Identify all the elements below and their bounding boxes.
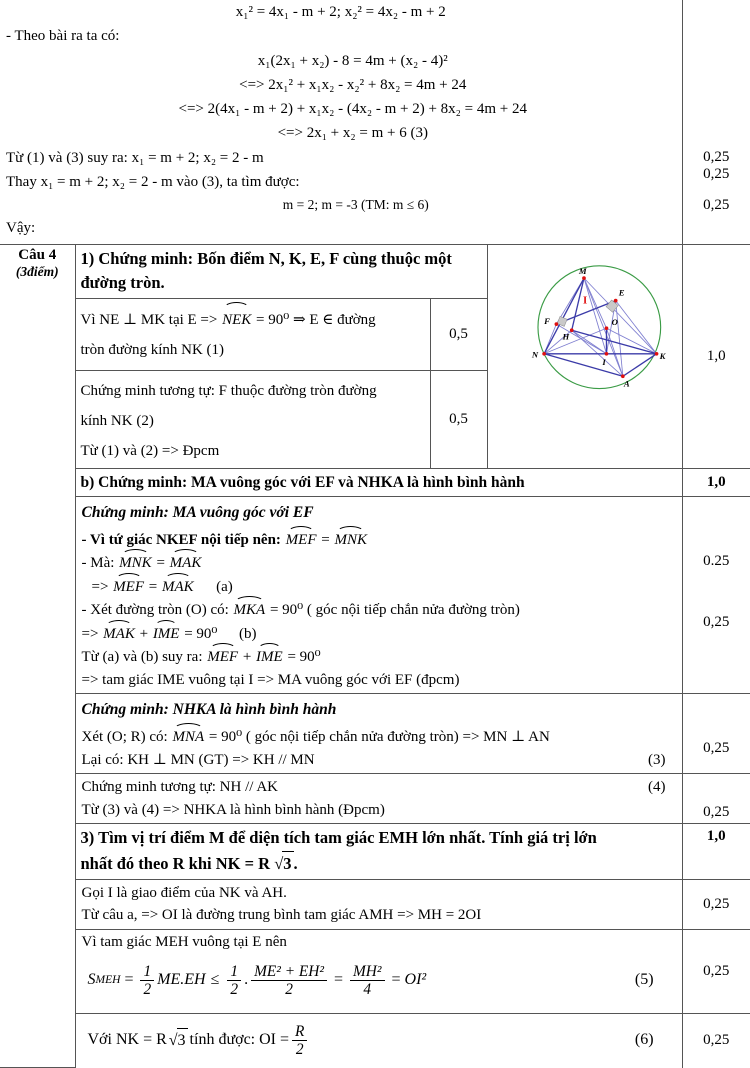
svg-text:O: O — [611, 316, 618, 327]
line2-eq: = — [156, 555, 165, 572]
angle-MEF: MEF — [207, 645, 238, 669]
part3-r2-body — [75, 929, 682, 1013]
partb-nhka-body1 — [75, 723, 682, 774]
table-row-part3-r1 — [0, 879, 750, 929]
line4-post: = 90⁰ ( góc nội tiếp chắn nửa đường tròn) — [269, 602, 520, 619]
line3-eq: = — [148, 578, 158, 595]
angle-NEK: NEK — [222, 304, 251, 335]
r3-pre: Với NK = R — [87, 1031, 167, 1049]
formula-eq2: = — [333, 971, 344, 989]
score-value: 0,25 — [703, 165, 730, 182]
line1-pre: - Vì tứ giác NKEF nội tiếp nên: — [81, 531, 281, 548]
line1-eq: = — [321, 531, 330, 548]
proof1-post: = 90⁰ ⇒ E ∈ đường — [256, 312, 376, 329]
proof2-line1: Chứng minh tương tự: F thuộc đường tròn đường — [80, 383, 377, 400]
partb-line-1 — [82, 528, 676, 552]
sqrt-icon: √3 — [274, 854, 293, 873]
formula-S: S — [87, 971, 96, 989]
formula-S-sub: MEH — [95, 973, 121, 986]
right-angle-marks — [557, 300, 618, 326]
formula-ME-EH: ME.EH — [157, 971, 206, 989]
table-row-part3-r2 — [0, 929, 750, 1013]
score-value: 0,25 — [703, 614, 730, 631]
top-algebra-cell — [0, 0, 682, 244]
part1-proof1-score: 0,5 — [430, 299, 487, 371]
partb-line-5 — [82, 622, 676, 646]
m3-text: Chứng minh tương tự: NH // AK — [81, 779, 279, 796]
algebra-line-2: - Theo bài ra ta có: — [6, 28, 120, 45]
angle-MEF: MEF — [286, 528, 317, 552]
m3-tag: (4) — [648, 779, 666, 796]
partb-sub2-title: Chứng minh: NHKA là hình bình hành — [81, 701, 337, 719]
partb-line-6 — [82, 645, 676, 669]
line5-plus: + — [139, 625, 149, 642]
formula-6-tag: (6) — [634, 1031, 654, 1049]
part1-proof2-score: 0,5 — [430, 371, 487, 469]
table-row-partb-nhka-title — [0, 694, 750, 724]
nhka-line-3 — [82, 776, 676, 799]
angle-IME: IME — [256, 645, 283, 669]
geometry-figure-cell — [487, 244, 682, 469]
algebra-line-3: x₁(2x₁ + x₂) - 8 = 4m + (x₂ - 4)² — [257, 52, 448, 69]
line6-plus: + — [242, 649, 252, 666]
algebra-line-7: Từ (1) và (3) suy ra: x₁ = m + 2; x₂ = 2 - m — [6, 149, 264, 166]
formula-OI2: OI² — [404, 971, 427, 989]
cau4-label-cell — [0, 244, 75, 1068]
part3-heading — [75, 824, 682, 880]
line5-post: = 90⁰ — [184, 625, 218, 642]
part3-formula-5 — [82, 953, 676, 1009]
angle-MAK: MAK — [162, 575, 194, 599]
score-value: 0,25 — [703, 196, 730, 213]
fraction-R-2: $\frac{R}{2}$ — [292, 1023, 307, 1058]
table-row-part3-r3 — [0, 1013, 750, 1068]
part3-heading-end: . — [293, 854, 298, 874]
part3-heading-b: nhất đó theo R khi NK = R — [80, 854, 271, 874]
partb-line-7: => tam giác IME vuông tại I => MA vuông góc với EF (đpcm) — [81, 671, 460, 688]
m1-pre: Xét (O; R) có: — [81, 729, 168, 746]
part1-proof2-text — [75, 371, 430, 469]
score-value: 0.25 — [703, 553, 730, 570]
part3-heading-line2 — [81, 851, 677, 877]
table-row-partb-nhka-body1 — [0, 723, 750, 774]
partb-line-4 — [82, 598, 676, 622]
part3-r2-line1: Vì tam giác MEH vuông tại E nên — [81, 933, 287, 950]
fraction-mh2-4: $\frac{\text{MH²}}{4}$ — [350, 963, 385, 998]
algebra-line-5: <=> 2(4x₁ - m + 2) + x₁x₂ - (4x₂ - m + 2) + 8x₂ = 4m + 24 — [178, 101, 528, 118]
m2-tag: (3) — [648, 751, 666, 768]
partb-nhka-score2: 0,25 — [682, 774, 750, 824]
table-row-top-algebra — [0, 0, 750, 244]
angle-MNK: MNK — [119, 551, 152, 575]
part1-heading: 1) Chứng minh: Bốn điểm N, K, E, F cùng thuộc một đường tròn. — [75, 244, 487, 299]
line6-post: = 90⁰ — [287, 649, 321, 666]
angle-MKA: MKA — [234, 598, 266, 622]
fraction-me2-eh2: $\frac{\text{ME² + EH²}}{2}$ — [251, 963, 327, 998]
svg-text:N: N — [531, 348, 538, 359]
part3-heading-line1: 3) Tìm vị trí điểm M để diện tích tam giác EMH lớn nhất. Tính giá trị lớn — [80, 828, 597, 848]
part3-r1-line2: Từ câu a, => OI là đường trung bình tam giác AMH => MH = 2OI — [81, 907, 482, 924]
proof2-line2: kính NK (2) — [80, 413, 154, 430]
formula-dot: . — [244, 971, 249, 989]
algebra-line-10: Vậy: — [6, 220, 36, 237]
part3-r1-score: 0,25 — [682, 879, 750, 929]
top-score-cell — [682, 0, 750, 244]
angle-MEF: MEF — [113, 575, 144, 599]
sqrt-icon: √3 — [169, 1028, 188, 1054]
angle-MAK: MAK — [170, 551, 202, 575]
svg-text:M: M — [578, 265, 587, 276]
line5-pre: => — [81, 625, 99, 642]
line3-pre: => — [91, 578, 109, 595]
nhka-line-2 — [82, 749, 676, 772]
partb-nhka-score-spacer — [682, 694, 750, 724]
nhka-line-4: Từ (3) và (4) => NHKA là hình bình hành (Đpcm) — [81, 801, 385, 818]
partb-nhka-body2 — [75, 774, 682, 824]
nhka-line-1 — [82, 725, 676, 749]
part3-heading-score: 1,0 — [682, 824, 750, 880]
partb-proof1-body — [75, 497, 682, 694]
formula-5-tag: (5) — [634, 971, 654, 989]
line2-pre: - Mà: — [81, 555, 115, 572]
part1-figure-score: 1,0 — [682, 244, 750, 469]
partb-line-3 — [82, 575, 676, 599]
part3-r1-line1: Gọi I là giao điểm của NK và AH. — [81, 884, 287, 901]
svg-text:H: H — [562, 330, 569, 341]
algebra-line-4: <=> 2x₁² + x₁x₂ - x₂² + 8x₂ = 4m + 24 — [239, 76, 467, 93]
m1-post: = 90⁰ ( góc nội tiếp chắn nửa đường tròn) => MN ⊥ AN — [208, 729, 550, 746]
line4-pre: - Xét đường tròn (O) có: — [81, 602, 229, 619]
svg-text:K: K — [659, 350, 665, 361]
table-row-partb-proof-ma-ef — [0, 497, 750, 694]
line5-tag: (b) — [238, 625, 257, 642]
table-row-partb-heading — [0, 469, 750, 497]
cau4-title: Câu 4 — [18, 246, 57, 263]
angle-MNK: MNK — [334, 528, 367, 552]
geometry-figure-wrapper — [493, 247, 677, 412]
svg-text:A: A — [623, 378, 630, 389]
circle-geometry-diagram — [493, 247, 677, 412]
label-I-red: I — [582, 294, 587, 307]
partb-sub1-title: Chứng minh: MA vuông góc với EF — [81, 504, 314, 522]
r3-mid: tính được: OI = — [189, 1031, 290, 1049]
part3-r2-score: 0,25 — [682, 929, 750, 1013]
formula-le: ≤ — [210, 971, 220, 989]
fraction-one-half: $\frac{1}{2}$ — [140, 963, 154, 998]
formula-eq3: = — [391, 971, 401, 989]
line6-pre: Từ (a) và (b) suy ra: — [81, 649, 203, 666]
formula-eq1: = — [124, 971, 134, 989]
line3-tag: (a) — [216, 578, 233, 595]
angle-IME: IME — [153, 622, 180, 646]
part1-proof1-text — [75, 299, 430, 371]
partb-sub2-title-cell — [75, 694, 682, 724]
svg-text:I: I — [601, 356, 606, 367]
part3-formula-6 — [82, 1016, 676, 1066]
proof2-line3: Từ (1) và (2) => Đpcm — [80, 443, 220, 460]
partb-nhka-score1: 0,25 — [682, 723, 750, 774]
partb-proof1-scores — [682, 497, 750, 694]
part3-r3-body — [75, 1013, 682, 1068]
algebra-line-9: m = 2; m = -3 (TM: m ≤ 6) — [282, 197, 429, 213]
table-row-part1-heading — [0, 244, 750, 299]
angle-MNA: MNA — [172, 725, 204, 749]
part3-r1-body — [75, 879, 682, 929]
partb-heading: b) Chứng minh: MA vuông góc với EF và NHKA là hình bình hành — [75, 469, 682, 497]
partb-heading-score: 1,0 — [682, 469, 750, 497]
algebra-line-8: Thay x₁ = m + 2; x₂ = 2 - m vào (3), ta tìm được: — [6, 174, 300, 191]
light-chords — [544, 278, 656, 376]
cau4-points: (3điểm) — [15, 263, 59, 279]
svg-text:E: E — [618, 287, 625, 298]
vertex-points — [542, 276, 658, 378]
svg-text:F: F — [543, 315, 550, 326]
table-row-partb-nhka-body2 — [0, 774, 750, 824]
proof1-pre: Vì NE ⊥ MK tại E => — [80, 312, 218, 329]
fraction-one-half-2: $\frac{1}{2}$ — [227, 963, 241, 998]
part3-r3-score: 0,25 — [682, 1013, 750, 1068]
partb-line-2 — [82, 551, 676, 575]
algebra-line-6: <=> 2x₁ + x₂ = m + 6 (3) — [277, 125, 428, 142]
score-value: 0,25 — [703, 148, 730, 165]
algebra-line-1: x₁² = 4x₁ - m + 2; x₂² = 4x₂ - m + 2 — [235, 4, 446, 20]
table-row-part3-heading — [0, 824, 750, 880]
m2-text: Lại có: KH ⊥ MN (GT) => KH // MN — [81, 751, 315, 768]
proof1-line2: tròn đường kính NK (1) — [80, 342, 225, 359]
angle-MAK: MAK — [103, 622, 135, 646]
